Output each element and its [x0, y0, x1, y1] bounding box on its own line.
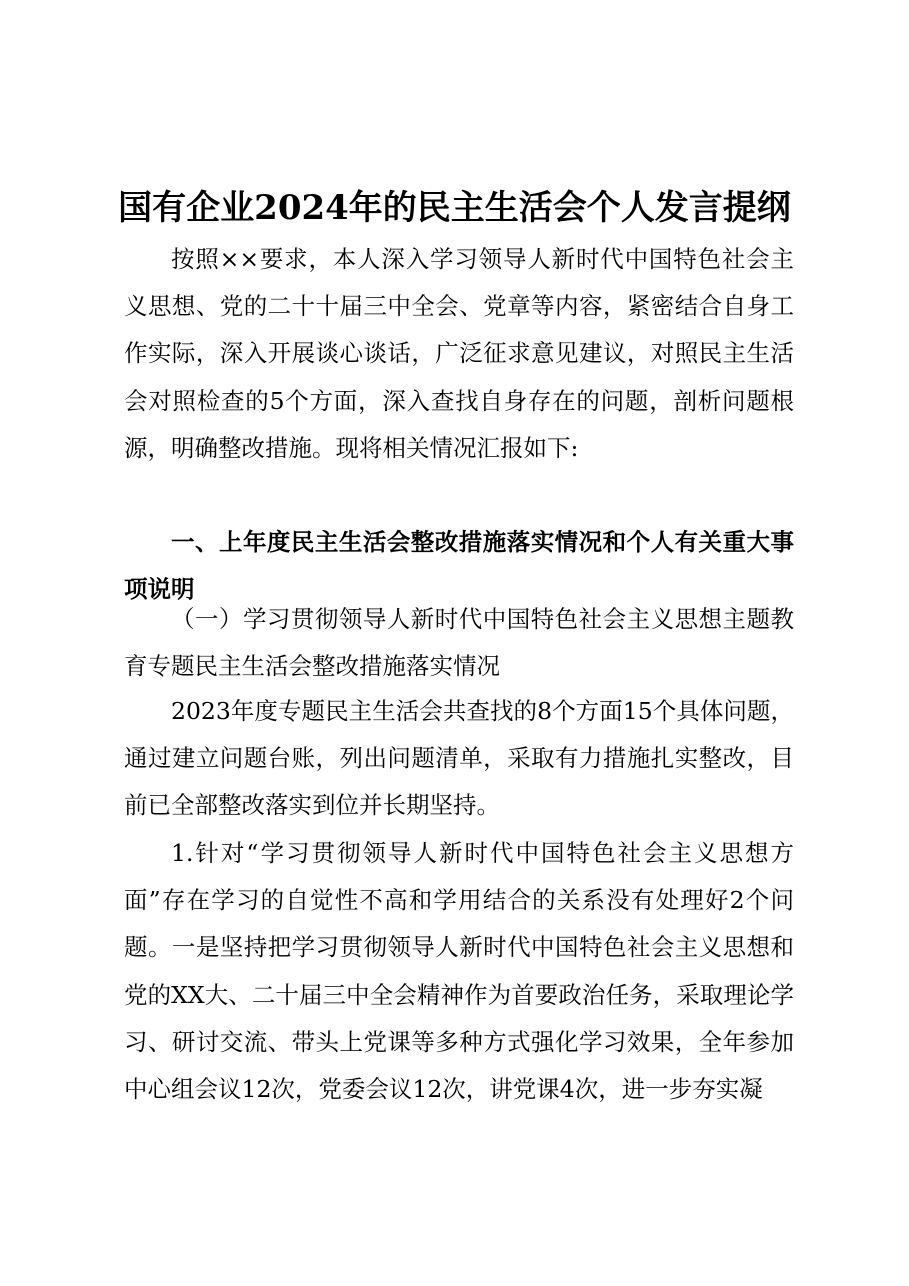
- paragraph-2023-review: 2023年度专题民主生活会共查找的8个方面15个具体问题，通过建立问题台账，列出问题清单，采取有力措施扎实整改，目前已全部整改落实到位并长期坚持。: [124, 697, 794, 820]
- intro-paragraph: 按照××要求，本人深入学习领导人新时代中国特色社会主义思想、党的二十十届三中全会、党章等内容，紧密结合自身工作实际，深入开展谈心谈话，广泛征求意见建议，对照民主生活会对照检查的5个方面，深入查找自身存在的问题，剖析问题根源，明确整改措施。现将相关情况汇报如下:: [124, 245, 794, 462]
- document-title: 国有企业2024年的民主生活会个人发言提纲: [118, 188, 791, 228]
- section-heading-1: 一、上年度民主生活会整改措施落实情况和个人有关重大事项说明: [124, 528, 794, 604]
- subsection-heading-1: （一）学习贯彻领导人新时代中国特色社会主义思想主题教育专题民主生活会整改措施落实情况: [124, 605, 794, 681]
- paragraph-item-1: 1.针对“学习贯彻领导人新时代中国特色社会主义思想方面”存在学习的自觉性不高和学用结合的关系没有处理好2个问题。一是坚持把学习贯彻领导人新时代中国特色社会主义思想和党的XX大、二十届三中全会精神作为首要政治任务，采取理论学习、研讨交流、带头上党课等多种方式强化学习效果，全年参加中心组会议12次，党委会议12次，讲党课4次，进一步夯实凝: [124, 839, 794, 1104]
